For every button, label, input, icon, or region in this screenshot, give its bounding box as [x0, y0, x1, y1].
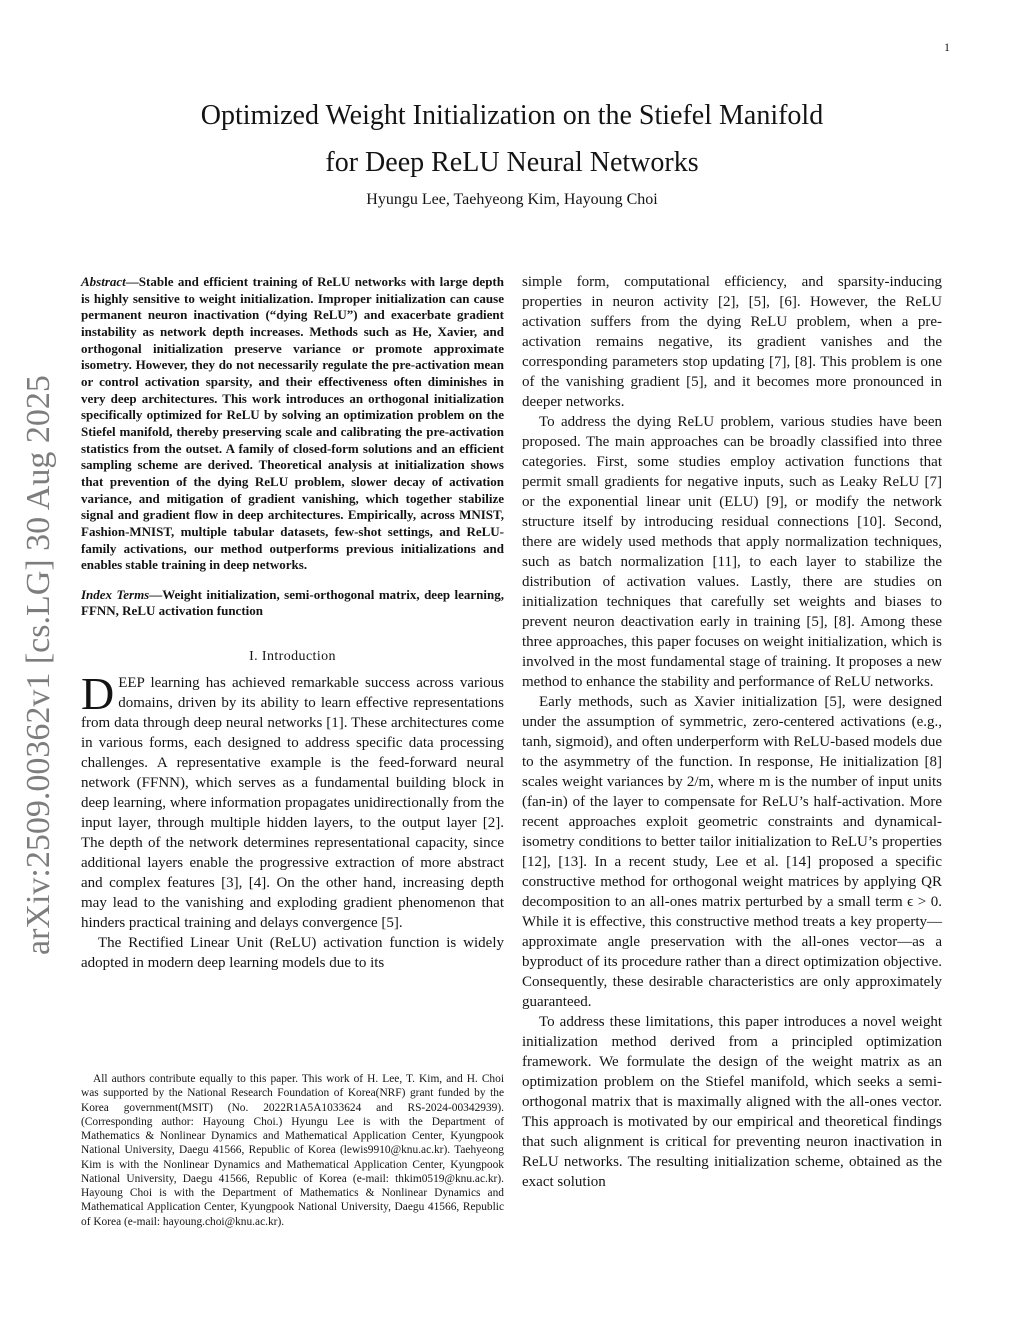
left-column: [81, 274, 504, 973]
right-paragraph-3: Early methods, such as Xavier initialization [5], were designed under the assumption of symmetric, zero-centered activations (e.g., tanh, sigmoid), and often underperform with ReLU-based models due to the asymmetry of the function. In response, He initialization [8] scales weight variances by 2/m, where m is the number of input units (fan-in) of the layer to compensate for ReLU’s half-activation. More recent approaches exploit geometric constraints and dynamical-isometry conditions to better tailor initialization to ReLU’s properties [12], [13]. In a recent study, Lee et al. [14] proposed a specific constructive method for orthogonal weight matrices by applying QR decomposition to an all-ones matrix perturbed by a small term ϵ > 0. While it is effective, this constructive method treats a key property—approximate angle preservation with the all-ones vector—as a byproduct of its procedure rather than a direct optimization objective. Consequently, these desirable characteristics are only approximately guaranteed.: [522, 694, 942, 1010]
page-number: 1: [944, 40, 950, 54]
author-footnote: [81, 1072, 504, 1229]
title-line-1: Optimized Weight Initialization on the Stiefel Manifold: [200, 100, 824, 131]
intro-paragraph-1-text: EEP learning has achieved remarkable success across various domains, driven by its ability to learn effective representations from data through deep neural networks [1]. These architectures come in various forms, each designed to address specific data processing challenges. A representative example is the feed-forward neural network (FFNN), which serves as a fundamental building block in deep learning, where information propagates unidirectionally from the input layer, through multiple hidden layers, to the output layer [2]. The depth of the network determines representational capacity, since additional layers enable the progressive extraction of more abstract and complex features [3], [4]. On the other hand, increasing depth may lead to the vanishing and exploding gradient phenomenon that hinders practical training and delays convergence [5].: [81, 675, 504, 932]
footnote-text: All authors contribute equally to this paper. This work of H. Lee, T. Kim, and H. Choi was supported by the National Research Foundation of Korea(NRF) grant funded by the Korea government(MSIT) (No. 2022R1A5A1033624 and RS-2024-00342939). (Corresponding author: Hayoung Choi.) Hyungu Lee is with the Department of Mathematics & Nonlinear Dynamics and Mathematical Application Center, Kyungpook National University, Daegu 41566, Republic of Korea (lewis9910@knu.ac.kr). Taehyeong Kim is with the Nonlinear Dynamics and Mathematical Application Center, Kyungpook National University, Daegu 41566, Republic of Korea (e-mail: thkim0519@knu.ac.kr). Hayoung Choi is with the Department of Mathematics & Nonlinear Dynamics and Mathematical Application Center, Kyungpook National University, Daegu 41566, Republic of Korea (e-mail: hayoung.choi@knu.ac.kr).: [81, 1073, 504, 1228]
section-heading-introduction: I. Introduction: [249, 649, 336, 665]
intro-paragraph-2: The Rectified Linear Unit (ReLU) activation function is widely adopted in modern deep learning models due to its: [81, 935, 504, 972]
index-terms-label: Index Terms: [81, 586, 150, 602]
author-list: Hyungu Lee, Taehyeong Kim, Hayoung Choi: [366, 191, 658, 208]
right-paragraph-1: simple form, computational efficiency, and sparsity-inducing properties in neuron activity [2], [5], [6]. However, the ReLU activation suffers from the dying ReLU problem, when a pre-activation remains negative, its gradient vanishes and the corresponding parameters stop updating [7], [8]. This problem is one of the vanishing gradient [5], and it becomes more pronounced in deeper networks.: [522, 274, 942, 410]
abstract: [81, 274, 504, 574]
title-line-2: for Deep ReLU Neural Networks: [325, 147, 699, 178]
right-paragraph-4: To address these limitations, this paper introduces a novel weight initialization method derived from a principled optimization framework. We formulate the design of the weight matrix as an optimization problem on the Stiefel manifold, which seeks a semi-orthogonal matrix that is maximally aligned with the all-ones vector. This approach is motivated by our empirical and theoretical findings that such alignment is critical for preventing neuron inactivation in ReLU networks. The resulting initialization scheme, obtained as the exact solution: [522, 1014, 942, 1190]
abstract-text: —Stable and efficient training of ReLU networks with large depth is highly sensitive to weight initialization. Improper initialization can cause permanent neuron inactivation (“dying ReLU”) and exacerbate gradient instability as network depth increases. Methods such as He, Xavier, and orthogonal initialization preserve variance or promote approximate isometry. However, they do not necessarily regulate the pre-activation mean or control activation sparsity, and their effectiveness often diminishes in very deep architectures. This work introduces an orthogonal initialization specifically optimized for ReLU by solving an optimization problem on the Stiefel manifold, thereby preserving scale and calibrating the pre-activation statistics from the outset. A family of closed-form solutions and an efficient sampling scheme are derived. Theoretical analysis at initialization shows that prevention of the dying ReLU problem, slower decay of activation variance, and mitigation of gradient vanishing, which together stabilize signal and gradient flow in deep architectures. Empirically, across MNIST, Fashion-MNIST, multiple tabular datasets, few-shot settings, and ReLU-family activations, our method outperforms previous initializations and enables stable training in deep networks.: [81, 274, 504, 573]
right-column: [522, 272, 942, 1192]
index-terms: [81, 587, 504, 620]
drop-cap: D: [81, 668, 115, 720]
intro-paragraph-1: [81, 668, 504, 933]
right-paragraph-2: To address the dying ReLU problem, various studies have been proposed. The main approaches can be broadly classified into three categories. First, some studies employ activation functions that permit small gradients for negative inputs, such as Leaky ReLU [7] or the exponential linear unit (ELU) [9], or modify the network structure itself by introducing residual connections [10]. Second, there are widely used methods that apply normalization techniques, such as batch normalization [11], to each layer to stabilize the distribution of activation values. Lastly, there are studies on initialization techniques that carefully set weights and biases to prevent neuron deactivation early in training [5], [8]. Among these three approaches, this paper focuses on weight initialization, which is involved in the most fundamental stage of training. It proposes a new method to enhance the stability and performance of ReLU networks.: [522, 414, 942, 690]
abstract-label: Abstract: [81, 274, 126, 289]
index-terms-text: —Weight initialization, semi-orthogonal matrix, deep learning, FFNN, ReLU activation function: [81, 586, 504, 619]
arxiv-identifier: arXiv:2509.00362v1 [cs.LG] 30 Aug 2025: [20, 375, 57, 955]
paper-title: [100, 92, 924, 186]
